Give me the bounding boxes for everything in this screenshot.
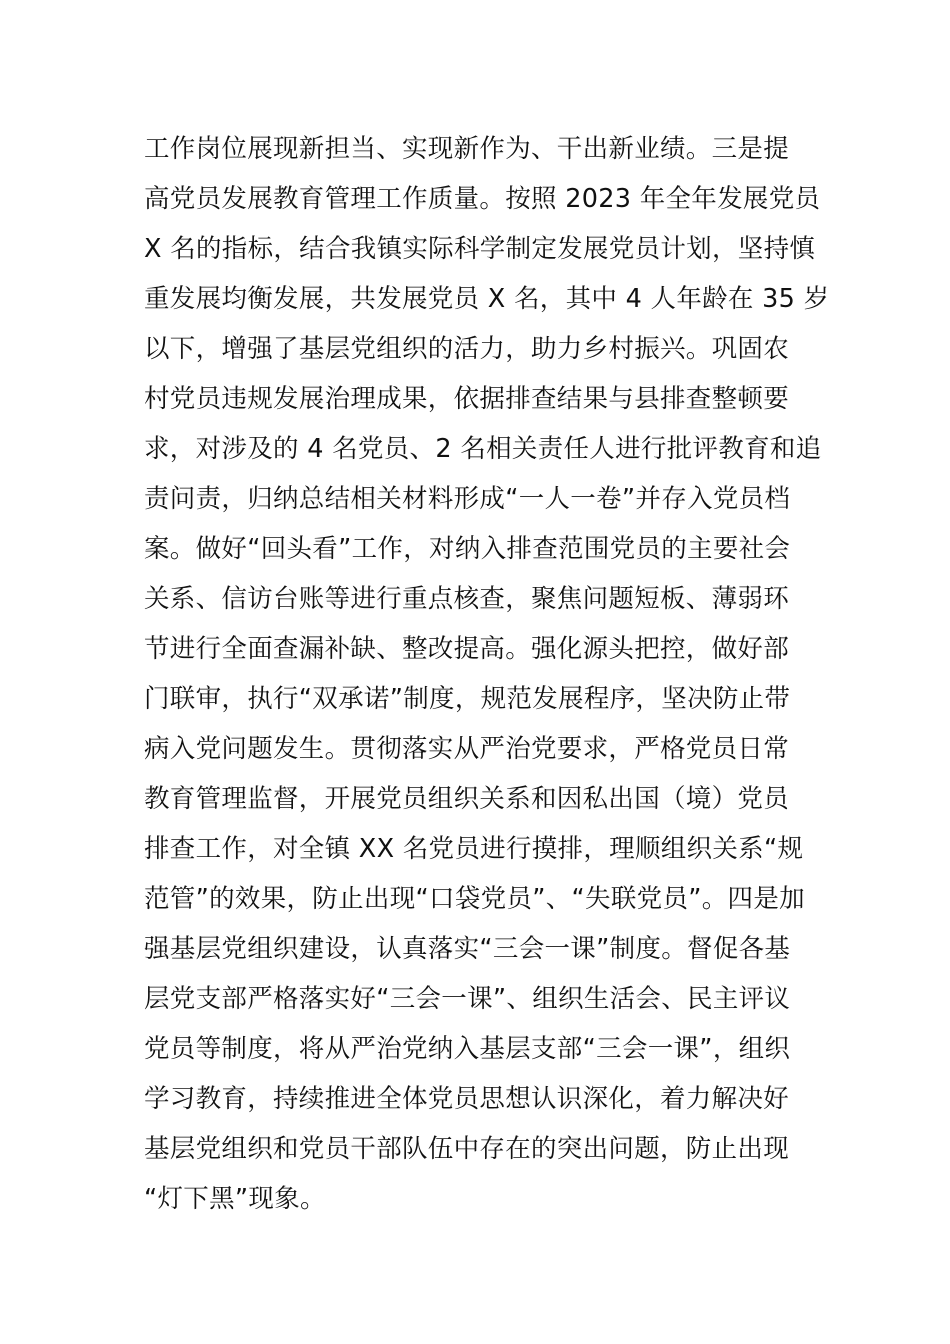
text-line: 重发展均衡发展，共发展党员 X 名，其中 4 人年龄在 35 岁 xyxy=(144,284,830,314)
text-line: 病入党问题发生。贯彻落实从严治党要求，严格党员日常 xyxy=(144,734,790,764)
text-line: 强基层党组织建设，认真落实“三会一课”制度。督促各基 xyxy=(144,934,791,964)
text-line: 关系、信访台账等进行重点核查，聚焦问题短板、薄弱环 xyxy=(144,584,790,614)
text-line: 以下，增强了基层党组织的活力，助力乡村振兴。巩固农 xyxy=(144,334,790,364)
text-line: 村党员违规发展治理成果，依据排查结果与县排查整顿要 xyxy=(144,384,790,414)
text-line: 基层党组织和党员干部队伍中存在的突出问题，防止出现 xyxy=(144,1134,790,1164)
text-line: 求，对涉及的 4 名党员、2 名相关责任人进行批评教育和追 xyxy=(144,434,822,464)
text-line: 工作岗位展现新担当、实现新作为、干出新业绩。三是提 xyxy=(144,134,790,164)
text-line: 门联审，执行“双承诺”制度，规范发展程序，坚决防止带 xyxy=(144,684,791,714)
text-line: 学习教育，持续推进全体党员思想认识深化，着力解决好 xyxy=(144,1084,790,1114)
text-line: 党员等制度，将从严治党纳入基层支部“三会一课”，组织 xyxy=(144,1034,791,1064)
text-line: 节进行全面查漏补缺、整改提高。强化源头把控，做好部 xyxy=(144,634,790,664)
text-line: 范管”的效果，防止出现“口袋党员”、“失联党员”。四是加 xyxy=(144,884,805,914)
text-line: “灯下黑”现象。 xyxy=(144,1184,326,1214)
text-line: 责问责，归纳总结相关材料形成“一人一卷”并存入党员档 xyxy=(144,484,791,514)
text-line: 案。做好“回头看”工作，对纳入排查范围党员的主要社会 xyxy=(144,534,791,564)
text-line: X 名的指标，结合我镇实际科学制定发展党员计划，坚持慎 xyxy=(144,234,816,264)
text-line: 高党员发展教育管理工作质量。按照 2023 年全年发展党员 xyxy=(144,184,821,214)
text-line: 层党支部严格落实好“三会一课”、组织生活会、民主评议 xyxy=(144,984,791,1014)
text-line: 教育管理监督，开展党员组织关系和因私出国（境）党员 xyxy=(144,784,790,814)
text-line: 排查工作，对全镇 XX 名党员进行摸排，理顺组织关系“规 xyxy=(144,834,804,864)
